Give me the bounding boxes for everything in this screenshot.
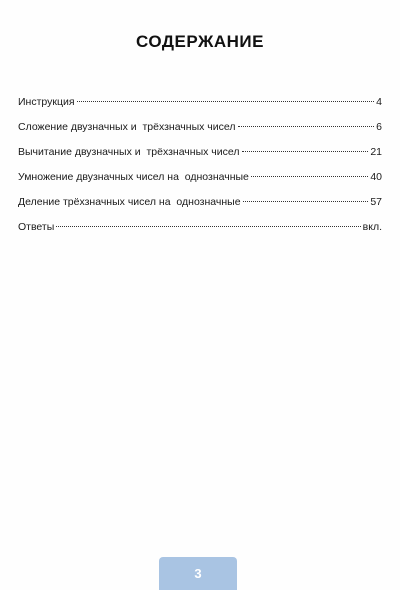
toc-leader-dots xyxy=(242,151,369,152)
toc-entry-label: Ответы xyxy=(18,221,55,233)
toc-entry-page: вкл. xyxy=(362,221,382,233)
toc-leader-dots xyxy=(238,126,375,127)
toc-leader-dots xyxy=(56,226,360,227)
toc-entry-page: 57 xyxy=(370,196,382,208)
page-title: СОДЕРЖАНИЕ xyxy=(136,32,264,51)
toc-leader-dots xyxy=(243,201,369,202)
table-of-contents xyxy=(18,96,382,246)
toc-entry-page: 6 xyxy=(376,121,382,133)
toc-entry xyxy=(18,96,382,121)
toc-entry-label: Умножение двузначных чисел на однозначные xyxy=(18,171,249,183)
page-number: 3 xyxy=(194,566,202,581)
toc-entry xyxy=(18,121,382,146)
toc-entry xyxy=(18,221,382,246)
toc-entry-page: 21 xyxy=(370,146,382,158)
toc-leader-dots xyxy=(251,176,368,177)
toc-entry-page: 4 xyxy=(376,96,382,108)
toc-entry-label: Вычитание двузначных и трёхзначных чисел xyxy=(18,146,240,158)
toc-entry-label: Сложение двузначных и трёхзначных чисел xyxy=(18,121,236,133)
toc-entry-page: 40 xyxy=(370,171,382,183)
toc-entry xyxy=(18,171,382,196)
toc-leader-dots xyxy=(77,101,375,102)
toc-entry-label: Инструкция xyxy=(18,96,75,108)
toc-entry xyxy=(18,196,382,221)
toc-entry xyxy=(18,146,382,171)
page-number-badge xyxy=(159,557,237,590)
toc-entry-label: Деление трёхзначных чисел на однозначные xyxy=(18,196,241,208)
